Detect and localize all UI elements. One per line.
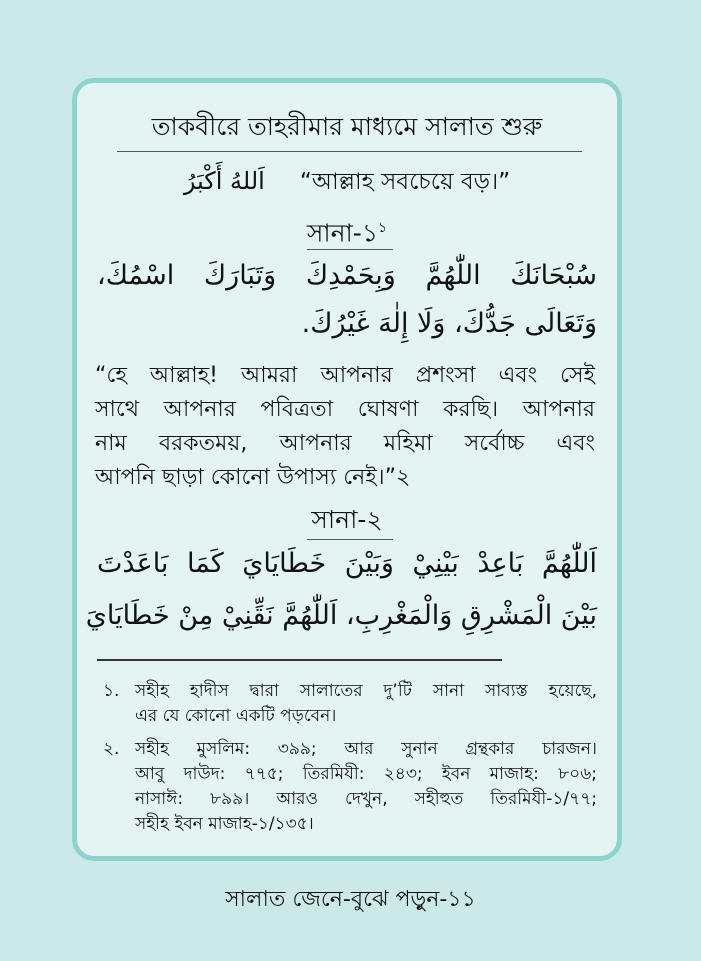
translation-line: নাম বরকতময়, আপনার মহিমা সর্বোচ্চ এবং bbox=[95, 431, 595, 456]
footnote-1 bbox=[103, 679, 597, 729]
footnote-number: ১. bbox=[103, 681, 120, 701]
sana1-translation bbox=[95, 359, 595, 495]
sana1-heading bbox=[77, 213, 617, 248]
takbir-row bbox=[77, 163, 617, 202]
footnote-divider bbox=[97, 659, 502, 661]
footnote-line: সহীহ হাদীস দ্বারা সালাতের দু’টি সানা সাব্যস্ত হয়েছে, bbox=[135, 681, 597, 701]
takbir-arabic: اَللهُ أَكْبَرُ bbox=[183, 167, 265, 195]
sana1-divider bbox=[307, 249, 393, 250]
section-title: তাকবীরে তাহরীমার মাধ্যমে সালাত শুরু bbox=[151, 112, 543, 141]
sana1-arabic-line-1: سُبْحَانَكَ اللّٰهُمَّ وَبِحَمْدِكَ وَتَبَارَكَ اسْمُكَ، bbox=[97, 260, 597, 291]
page-footer: সালাত জেনে-বুঝে পড়ুন-১১ bbox=[225, 887, 476, 912]
footnote-line: এর যে কোনো একটি পড়বেন। bbox=[135, 706, 337, 726]
translation-line: সাথে আপনার পবিত্রতা ঘোষণা করছি। আপনার bbox=[95, 397, 595, 422]
sana2-arabic-line-1: اَللّٰهُمَّ بَاعِدْ بَيْنِيْ وَبَيْنَ خَطَايَايَ كَمَا بَاعَدْتَ bbox=[97, 548, 597, 579]
sana1-footnote-mark: ১ bbox=[378, 220, 388, 236]
footnote-line: সহীহ ইবন মাজাহ-১/১৩৫। bbox=[135, 814, 314, 834]
title-divider bbox=[117, 151, 582, 152]
takbir-meaning: “আল্লাহ সবচেয়ে বড়।” bbox=[299, 169, 511, 195]
sana2-divider bbox=[307, 539, 393, 540]
content-card bbox=[72, 78, 622, 861]
footnote-line: আবু দাউদ: ৭৭৫; তিরমিযী: ২৪৩; ইবন মাজাহ: ৮০৬; bbox=[135, 764, 597, 784]
sana2-arabic-line-2: بَيْنَ الْمَشْرِقِ وَالْمَغْرِبِ، اَللّٰهُمَّ نَقِّنِيْ مِنْ خَطَايَايَ bbox=[85, 600, 597, 631]
footnote-2 bbox=[103, 737, 597, 837]
sana1-arabic-line-2: وَتَعَالَى جَدُّكَ، وَلَا إِلٰهَ غَيْرُكَ. bbox=[301, 308, 597, 339]
translation-line: “হে আল্লাহ! আমরা আপনার প্রশংসা এবং সেই bbox=[95, 363, 595, 388]
footnote-line: নাসাঈ: ৮৯৯। আরও দেখুন, সহীহুত তিরমিযী-১/৭৭; bbox=[135, 789, 597, 809]
footnote-number: ২. bbox=[103, 739, 120, 759]
footnote-line: সহীহ মুসলিম: ৩৯৯; আর সুনান গ্রন্থকার চারজন। bbox=[135, 739, 597, 759]
translation-line: আপনি ছাড়া কোনো উপাস্য নেই।”২ bbox=[95, 465, 411, 490]
sana2-heading: সানা-২ bbox=[311, 505, 383, 534]
sana1-heading-text: সানা-১ bbox=[306, 218, 379, 248]
